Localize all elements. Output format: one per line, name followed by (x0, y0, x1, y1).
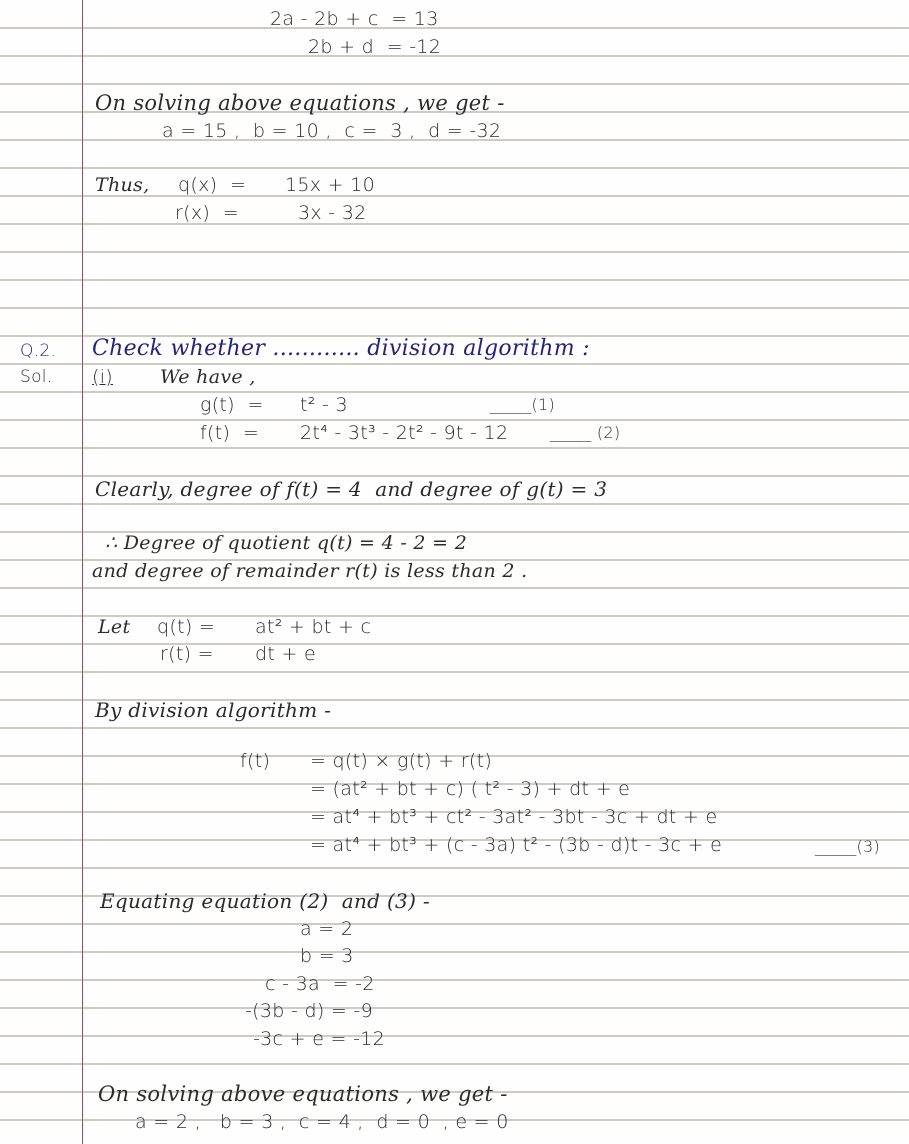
equating-text: Equating equation (2) and (3) - (100, 889, 430, 913)
derivation-step: = (at² + bt + c) ( t² - 3) + dt + e (310, 778, 631, 800)
derivation-step: = at⁴ + bt³ + (c - 3a) t² - (3b - d)t - 3c + e (310, 834, 723, 856)
assumption-lhs: q(t) = (157, 616, 216, 638)
result-rhs: 3x - 32 (298, 202, 367, 224)
derivation-lhs: f(t) (240, 750, 271, 772)
by-division-text: By division algorithm - (95, 698, 332, 722)
remainder-degree: and degree of remainder r(t) is less than 2 . (92, 560, 528, 582)
question-label: Q.2. (20, 341, 57, 361)
solution-values: a = 15 , b = 10 , c = 3 , d = -32 (162, 120, 502, 142)
assumption-rhs: at² + bt + c (255, 616, 372, 638)
given-rhs: 2t⁴ - 3t³ - 2t² - 9t - 12 (300, 422, 509, 444)
let-label: Let (98, 616, 131, 638)
thus-label: Thus, (95, 174, 150, 196)
equation-line: 2b + d = -12 (308, 36, 442, 58)
quotient-degree: ∴ Degree of quotient q(t) = 4 - 2 = 2 (105, 532, 468, 554)
final-solving-text: On solving above equations , we get - (98, 1082, 508, 1106)
equated-line: -3c + e = -12 (253, 1028, 386, 1050)
given-lhs: f(t) = (200, 422, 260, 444)
equated-line: -(3b - d) = -9 (245, 1000, 373, 1022)
equated-line: a = 2 (300, 918, 354, 940)
assumption-rhs: dt + e (255, 643, 316, 665)
result-rhs: 15x + 10 (285, 174, 375, 196)
degree-statement: Clearly, degree of f(t) = 4 and degree of g(t) = 3 (95, 477, 608, 501)
final-values: a = 2 , b = 3 , c = 4 , d = 0 , e = 0 (135, 1111, 509, 1133)
assumption-lhs: r(t) = (160, 643, 214, 665)
given-lhs: g(t) = (200, 394, 264, 416)
equated-line: b = 3 (300, 945, 354, 967)
margin-line (82, 0, 83, 1144)
derivation-step: = q(t) × g(t) + r(t) (310, 750, 493, 772)
solving-text: On solving above equations , we get - (95, 91, 505, 115)
derivation-step: = at⁴ + bt³ + ct² - 3at² - 3bt - 3c + dt + e (310, 806, 718, 828)
given-rhs: t² - 3 (300, 394, 348, 416)
equation-ref: _____ (2) (550, 423, 621, 442)
equated-line: c - 3a = -2 (265, 973, 375, 995)
result-lhs: q(x) = (178, 174, 247, 196)
equation-line: 2a - 2b + c = 13 (270, 8, 439, 30)
equation-ref: _____(3) (815, 837, 881, 856)
result-lhs: r(x) = (175, 202, 239, 224)
sol-label: Sol. (20, 367, 53, 387)
we-have-text: We have , (160, 366, 256, 388)
question-heading: Check whether ............ division algorithm : (92, 336, 590, 361)
equation-ref: _____(1) (490, 395, 556, 414)
part-label: (i) (92, 366, 114, 388)
